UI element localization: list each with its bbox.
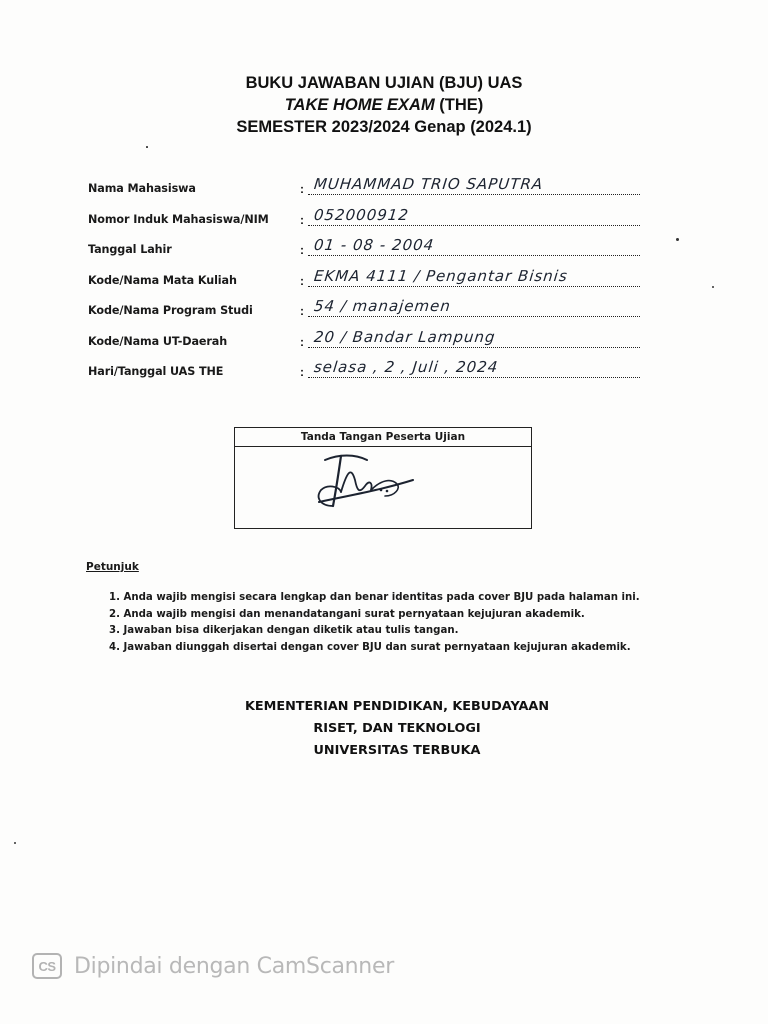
watermark-text: Dipindai dengan CamScanner <box>74 953 394 979</box>
institution-footer <box>0 696 768 762</box>
form-value: selasa , 2 , Juli , 2024 <box>313 358 500 376</box>
signature-box-label: Tanda Tangan Peserta Ujian <box>235 428 531 447</box>
signature-box <box>234 427 532 529</box>
scan-speck <box>676 238 679 241</box>
form-label: Hari/Tanggal UAS THE <box>88 365 224 378</box>
form-row-nama <box>88 176 648 207</box>
footer-line-2: RISET, DAN TEKNOLOGI <box>313 721 481 736</box>
form-label: Kode/Nama UT-Daerah <box>88 334 228 348</box>
form-colon: : <box>300 273 304 288</box>
form-colon: : <box>300 243 304 257</box>
form-label: Kode/Nama Mata Kuliah <box>88 273 237 287</box>
form-value: 01 - 08 - 2004 <box>313 236 436 254</box>
camscanner-watermark <box>32 950 394 982</box>
camscanner-logo-text: CS <box>38 958 56 974</box>
scan-speck <box>712 286 714 288</box>
form-value: 052000912 <box>313 205 410 224</box>
footer-line-1: KEMENTERIAN PENDIDIKAN, KEBUDAYAAN <box>244 699 550 714</box>
form-label: Nomor Induk Mahasiswa/NIM <box>88 212 269 226</box>
form-row-nim <box>88 207 648 238</box>
dotted-line <box>308 377 640 378</box>
form-row-program-studi <box>88 298 648 329</box>
dotted-line <box>308 347 640 348</box>
form-colon: : <box>300 304 304 318</box>
title-line-2-rest: (THE) <box>434 96 484 114</box>
form-value: 20 / Bandar Lampung <box>313 327 497 346</box>
handwritten-signature <box>311 450 421 516</box>
dotted-line <box>308 255 640 256</box>
form-row-tanggal-uas <box>88 359 648 390</box>
form-colon: : <box>300 334 304 349</box>
camscanner-logo-icon <box>32 953 62 979</box>
instruction-item: 1. Anda wajib mengisi secara lengkap dan benar identitas pada cover BJU pada halaman ini. <box>109 592 640 603</box>
instruction-item: 3. Jawaban bisa dikerjakan dengan diketik atau tulis tangan. <box>109 625 459 636</box>
identity-form <box>88 176 648 390</box>
form-label: Nama Mahasiswa <box>88 182 196 195</box>
form-label: Kode/Nama Program Studi <box>88 304 253 317</box>
title-line-1: BUKU JAWABAN UJIAN (BJU) UAS <box>245 74 523 92</box>
footer-line-3: UNIVERSITAS TERBUKA <box>313 743 481 758</box>
form-label: Tanggal Lahir <box>88 243 172 256</box>
dotted-line <box>308 194 640 195</box>
dotted-line <box>308 225 640 226</box>
form-value: 54 / manajemen <box>313 297 452 315</box>
form-value: EKMA 4111 / Pengantar Bisnis <box>313 266 569 285</box>
instruction-item: 4. Jawaban diunggah disertai dengan cover BJU dan surat pernyataan kejujuran akademik. <box>109 641 631 653</box>
scan-speck <box>146 146 148 148</box>
form-value: MUHAMMAD TRIO SAPUTRA <box>313 175 545 193</box>
instruction-item: 2. Anda wajib mengisi dan menandatangani surat pernyataan kejujuran akademik. <box>109 608 585 620</box>
document-title <box>0 72 768 138</box>
title-line-2 <box>0 94 768 116</box>
form-row-tanggal-lahir <box>88 237 648 268</box>
instructions-list <box>109 590 640 656</box>
form-row-ut-daerah <box>88 329 648 360</box>
form-row-mata-kuliah <box>88 268 648 299</box>
instructions-title: Petunjuk <box>86 561 139 573</box>
dotted-line <box>308 286 640 287</box>
dotted-line <box>308 316 640 317</box>
form-colon: : <box>300 365 304 379</box>
form-colon: : <box>300 212 304 227</box>
form-colon: : <box>300 182 304 196</box>
scan-speck <box>14 842 16 844</box>
title-line-3: SEMESTER 2023/2024 Genap (2024.1) <box>236 118 532 136</box>
title-line-2-italic: TAKE HOME EXAM <box>284 96 435 114</box>
